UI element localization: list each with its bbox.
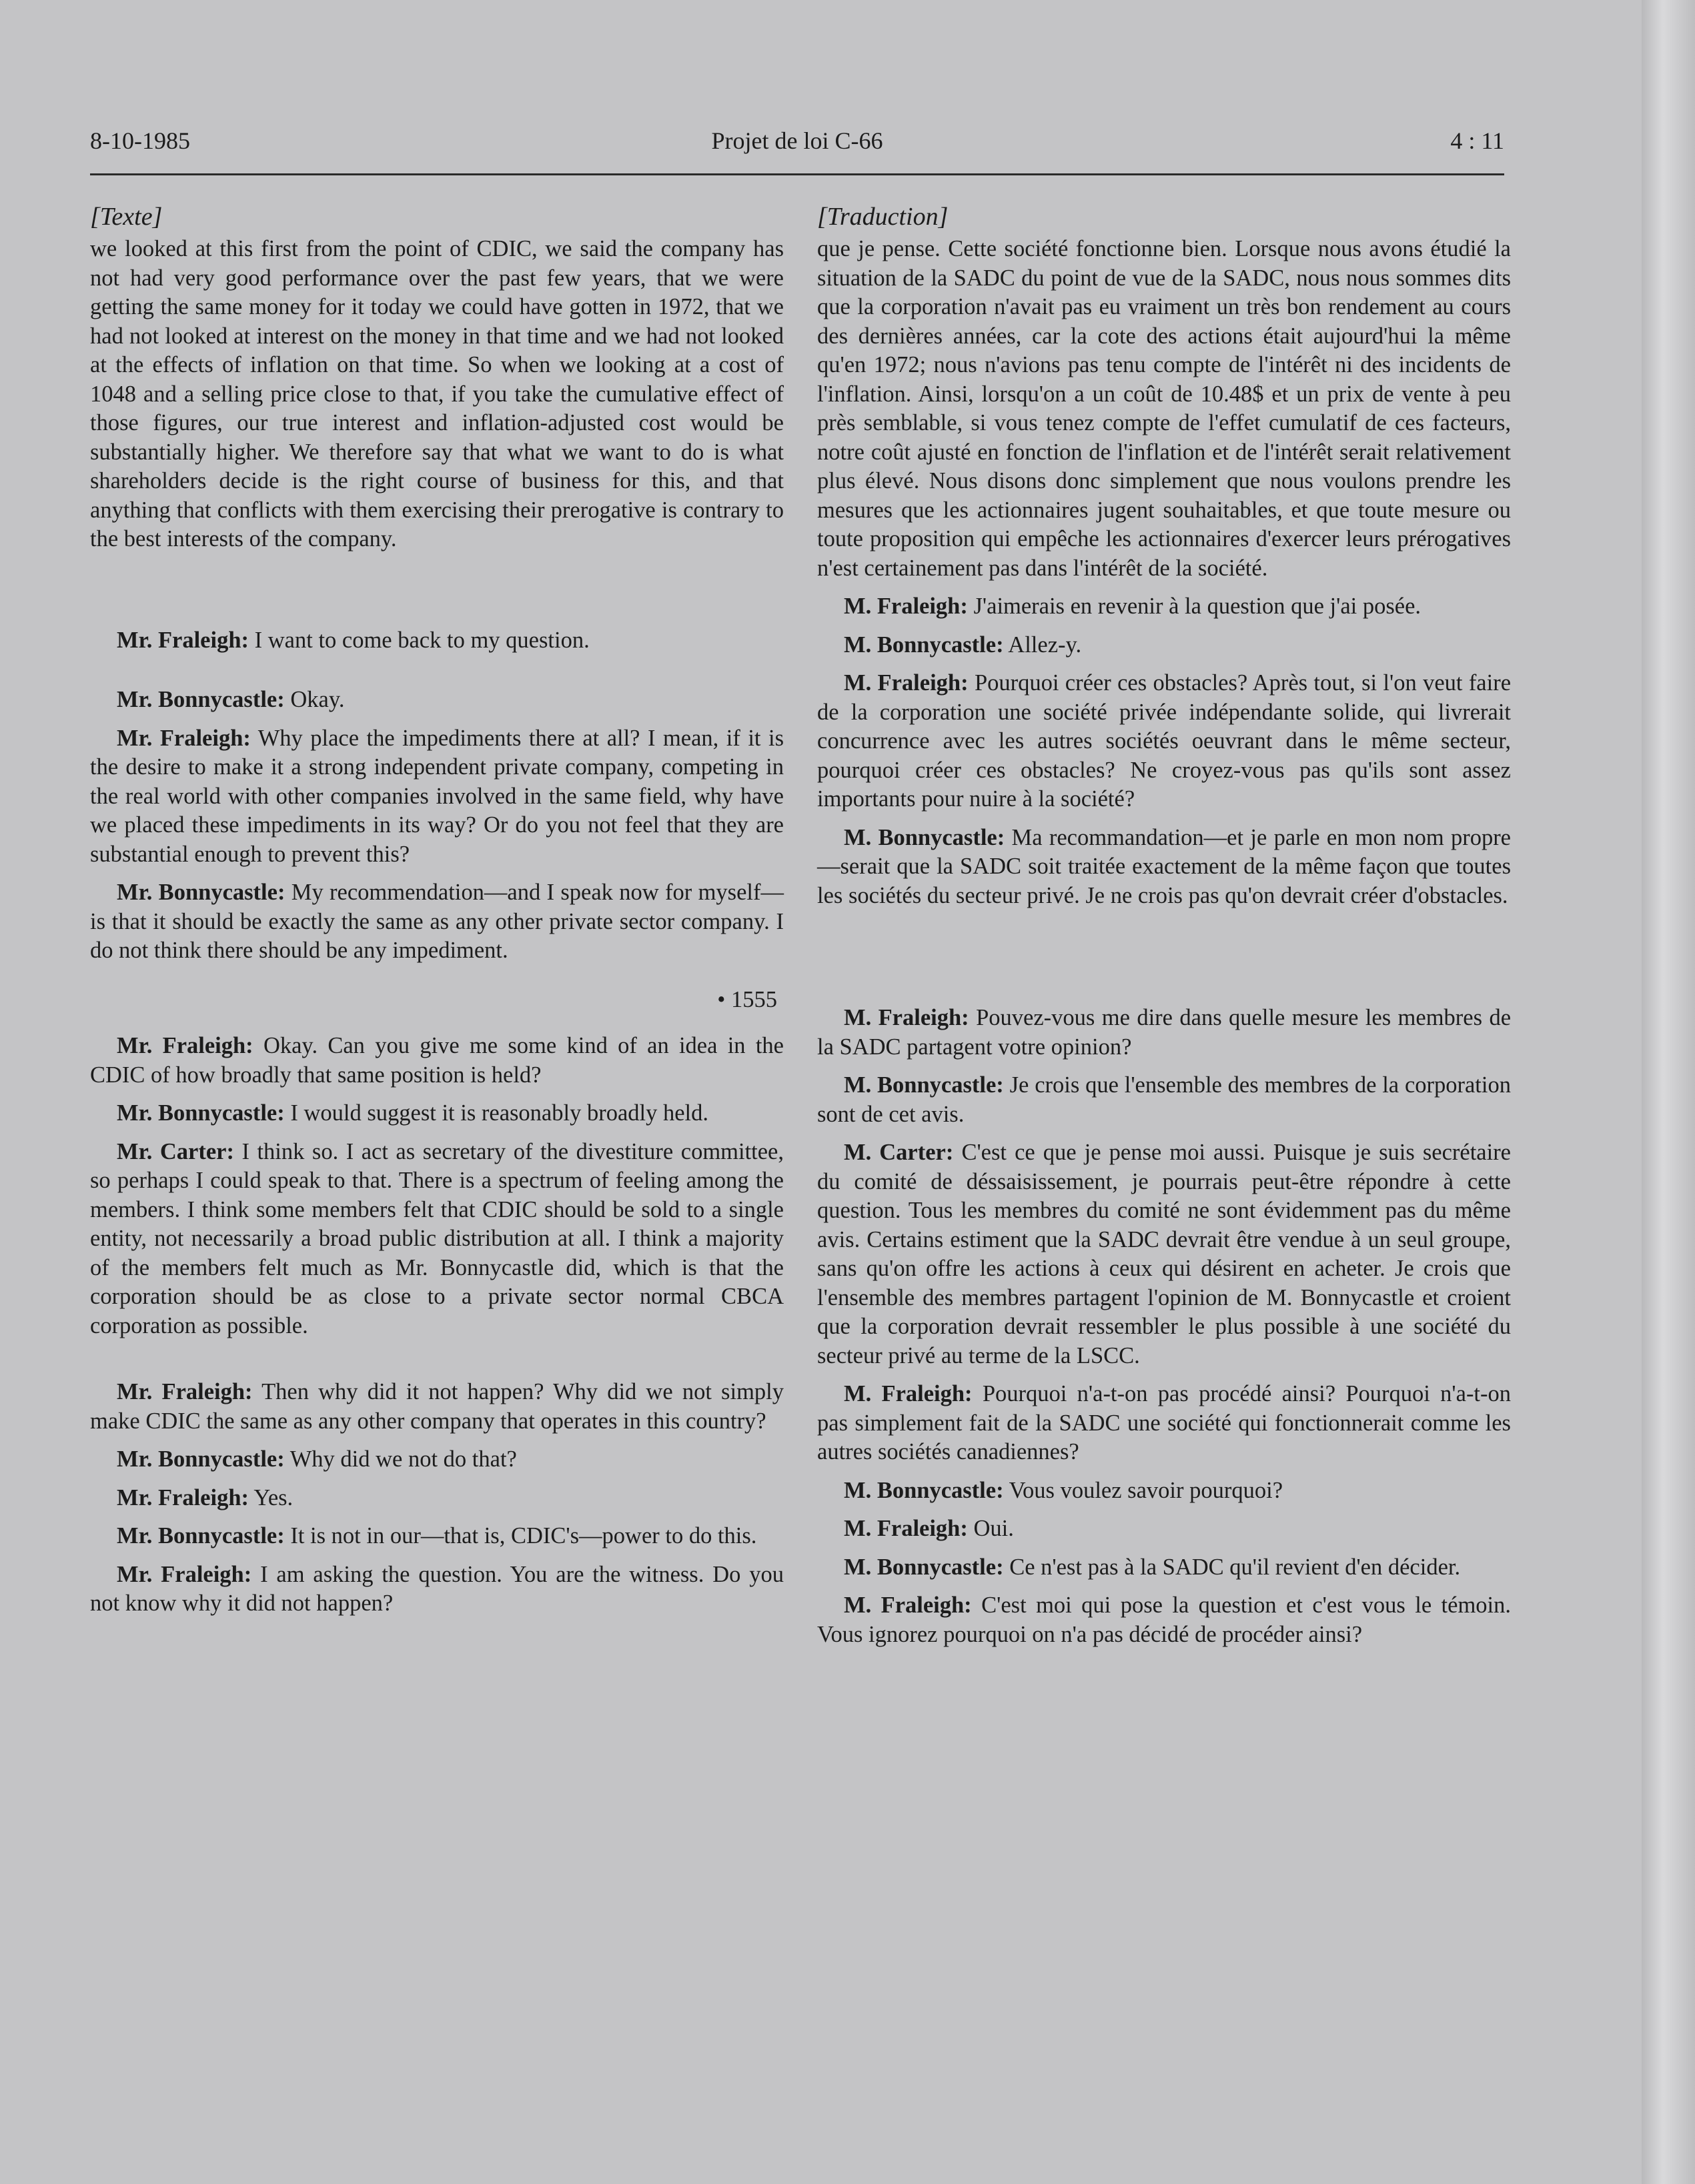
speech-text: Je crois que l'ensemble des membres de la corporation sont de cet avis. — [817, 1072, 1511, 1127]
speech-paragraph — [90, 1378, 784, 1436]
speaker-name: Mr. Bonnycastle: — [117, 1100, 285, 1126]
speech-paragraph — [817, 631, 1511, 660]
speech-paragraph — [817, 669, 1511, 814]
speech-paragraph — [90, 1032, 784, 1090]
speech-text: Then why did it not happen? Why did we not simply make CDIC the same as any other company that operates in this country? — [90, 1379, 784, 1434]
header-date: 8-10-1985 — [90, 127, 190, 154]
speech-text: Ma recommandation—et je parle en mon nom propre—serait que la SADC soit traitée exactement de la même façon que toutes les sociétés du secteur privé. Je ne crois pas qu'on devrait créer d'obstacles. — [817, 824, 1511, 908]
speech-paragraph — [817, 1380, 1511, 1467]
speech-text: It is not in our—that is, CDIC's—power to do this. — [284, 1523, 757, 1548]
speech-text: I think so. I act as secretary of the divestiture committee, so perhaps I could speak to that. There is a spectrum of feeling among the members. I think some members felt that CDIC should be sold to a single entity, not necessarily a broad public distribution at all. I think a majority of the members felt much as Mr. Bonnycastle did, which is that the corporation should be as close to a private sector normal CBCA corporation as possible. — [90, 1138, 784, 1338]
column-label: [Traduction] — [817, 203, 949, 231]
speaker-name: M. Fraleigh: — [844, 1381, 973, 1406]
speech-text: Oui. — [967, 1516, 1014, 1541]
speaker-name: Mr. Fraleigh: — [117, 627, 249, 653]
speaker-name: M. Bonnycastle: — [844, 1072, 1004, 1098]
speaker-name: Mr. Carter: — [117, 1138, 234, 1164]
speaker-name: M. Bonnycastle: — [844, 824, 1005, 850]
speech-paragraph — [817, 1476, 1511, 1506]
speaker-name: M. Fraleigh: — [844, 1516, 968, 1541]
speaker-name: M. Bonnycastle: — [844, 1554, 1004, 1580]
speech-text: Vous voulez savoir pourquoi? — [1003, 1477, 1283, 1503]
speech-paragraph — [90, 878, 784, 966]
speaker-name: Mr. Fraleigh: — [117, 725, 251, 751]
page-edge — [1642, 0, 1695, 2184]
speech-text: C'est ce que je pense moi aussi. Puisque je suis secrétaire du comité de déssaisissement, je pourrais peut-être répondre à cette question. Tous les membres du comité ne sont évidemment pas du même avis. Certains estiment que la SADC devrait être vendue à un seul groupe, sans qu'on offre les actions à ceux qui désirent en acheter. Je crois que l'ensemble des membres partagent l'opinion de M. Bonnycastle et croient que la corporation devrait ressembler le plus possible à une société du secteur privé au terme de la LSCC. — [817, 1140, 1511, 1368]
speech-paragraph — [817, 1553, 1511, 1582]
speech-paragraph — [90, 1560, 784, 1618]
speech-paragraph — [90, 1138, 784, 1341]
speech-text: Yes. — [249, 1484, 294, 1510]
speech-paragraph — [90, 686, 784, 715]
speech-text: Why did we not do that? — [284, 1446, 517, 1472]
speech-paragraph — [90, 1099, 784, 1128]
speech-text: J'aimerais en revenir à la question que j'ai posée. — [967, 594, 1422, 619]
french-column — [817, 200, 1511, 1649]
speaker-name: Mr. Bonnycastle: — [117, 1523, 285, 1548]
speech-text: Ce n'est pas à la SADC qu'il revient d'en décider. — [1003, 1554, 1461, 1580]
column-label: [Texte] — [90, 203, 163, 231]
speech-paragraph — [90, 1522, 784, 1551]
speaker-name: M. Carter: — [844, 1140, 954, 1165]
speech-text: I want to come back to my question. — [249, 627, 590, 653]
page-header — [90, 127, 1504, 175]
speaker-name: Mr. Bonnycastle: — [117, 880, 286, 905]
speaker-name: M. Fraleigh: — [844, 1592, 972, 1618]
header-title: Projet de loi C-66 — [711, 127, 883, 154]
speech-text: Allez-y. — [1003, 632, 1082, 658]
speech-paragraph — [90, 626, 784, 656]
speaker-name: M. Fraleigh: — [844, 1005, 969, 1030]
speech-paragraph — [817, 824, 1511, 911]
speech-paragraph — [817, 1071, 1511, 1129]
speaker-name: Mr. Bonnycastle: — [117, 1446, 285, 1472]
speech-paragraph — [817, 1004, 1511, 1062]
opening-paragraph: we looked at this first from the point of CDIC, we said the company has not had very good performance over the past few years, that we were getting the same money for it today we could have gotten in 1972, that we had not looked at interest on the money in that time and we had not looked at the effects of inflation on that time. So when we looking at a cost of 1048 and a selling price close to that, if you take the cumulative effect of those figures, our true interest and inflation-adjusted cost would be substantially higher. We therefore say that what we want to do is what shareholders decide is the right course of business for this, and that anything that conflicts with them exercising their prerogative is contrary to the best interests of the company. — [90, 236, 784, 552]
speech-text: Okay. — [284, 687, 345, 712]
english-column — [90, 200, 784, 1618]
speech-paragraph — [90, 1484, 784, 1513]
speaker-name: M. Fraleigh: — [844, 670, 969, 696]
speech-text: My recommendation—and I speak now for myself—is that it should be exactly the same as any other private sector company. I do not think there should be any impediment. — [90, 880, 784, 963]
opening-paragraph: que je pense. Cette société fonctionne bien. Lorsque nous avons étudié la situation de la SADC du point de vue de la SADC, nous nous sommes dits que la corporation n'avait pas eu vraiment un très bon rendement au cours des dernières années, car la cote des actions était aujourd'hui la même qu'en 1972; nous n'avions pas tenu compte de l'intérêt ni des incidents de l'inflation. Ainsi, lorsqu'on a un coût de 10.48$ et un prix de vente à peu près semblable, si vous tenez compte de l'effet cumulatif de ces facteurs, notre coût ajusté en fonction de l'inflation et de l'intérêt serait relativement plus élevé. Nous disons donc simplement que nous voulons prendre les mesures que les actionnaires jugent souhaitables, et que toute mesure ou toute proposition qui empêche les actionnaires d'exercer leurs prérogatives n'est certainement pas dans l'intérêt de la société. — [817, 236, 1511, 581]
speech-paragraph — [90, 1445, 784, 1474]
speech-paragraph — [817, 1138, 1511, 1370]
speech-paragraph — [90, 724, 784, 870]
speaker-name: Mr. Bonnycastle: — [117, 687, 285, 712]
speech-text: Pourquoi n'a-t-on pas procédé ainsi? Pourquoi n'a-t-on pas simplement fait de la SADC une société qui fonctionnerait comme les autres sociétés canadiennes? — [817, 1381, 1512, 1464]
time-marker: • 1555 — [717, 986, 777, 1012]
speaker-name: Mr. Fraleigh: — [117, 1033, 253, 1058]
speech-paragraph — [817, 1514, 1511, 1544]
speech-text: Why place the impediments there at all? I mean, if it is the desire to make it a strong independent private company, competing in the real world with other companies involved in the same field, why have we placed these impediments in its way? Or do you not feel that they are substantial enough to prevent this? — [90, 725, 784, 867]
speech-text: Pouvez-vous me dire dans quelle mesure les membres de la SADC partagent votre opinion? — [817, 1005, 1512, 1060]
speech-text: I am asking the question. You are the witness. Do you not know why it did not happen? — [90, 1561, 784, 1616]
header-page-number: 4 : 11 — [1450, 127, 1504, 154]
speaker-name: M. Bonnycastle: — [844, 1477, 1004, 1503]
speech-paragraph — [817, 592, 1511, 622]
speaker-name: M. Fraleigh: — [844, 594, 968, 619]
speaker-name: Mr. Fraleigh: — [117, 1484, 249, 1510]
speech-text: I would suggest it is reasonably broadly held. — [284, 1100, 708, 1126]
speech-text: Pourquoi créer ces obstacles? Après tout, si l'on veut faire de la corporation une société privée indépendante solide, qui livrerait concurrence avec les autres sociétés oeuvrant dans le même secteur, pourquoi créer ces obstacles? Ne croyez-vous pas qu'ils sont assez importants pour nuire à la société? — [817, 670, 1512, 812]
speech-text: C'est moi qui pose la question et c'est vous le témoin. Vous ignorez pourquoi on n'a pas décidé de procéder ainsi? — [817, 1592, 1512, 1647]
speech-text: Okay. Can you give me some kind of an idea in the CDIC of how broadly that same position is held? — [90, 1033, 784, 1088]
speaker-name: Mr. Fraleigh: — [117, 1379, 253, 1404]
speaker-name: M. Bonnycastle: — [844, 632, 1004, 658]
speaker-name: Mr. Fraleigh: — [117, 1561, 252, 1587]
speech-paragraph — [817, 1591, 1511, 1649]
